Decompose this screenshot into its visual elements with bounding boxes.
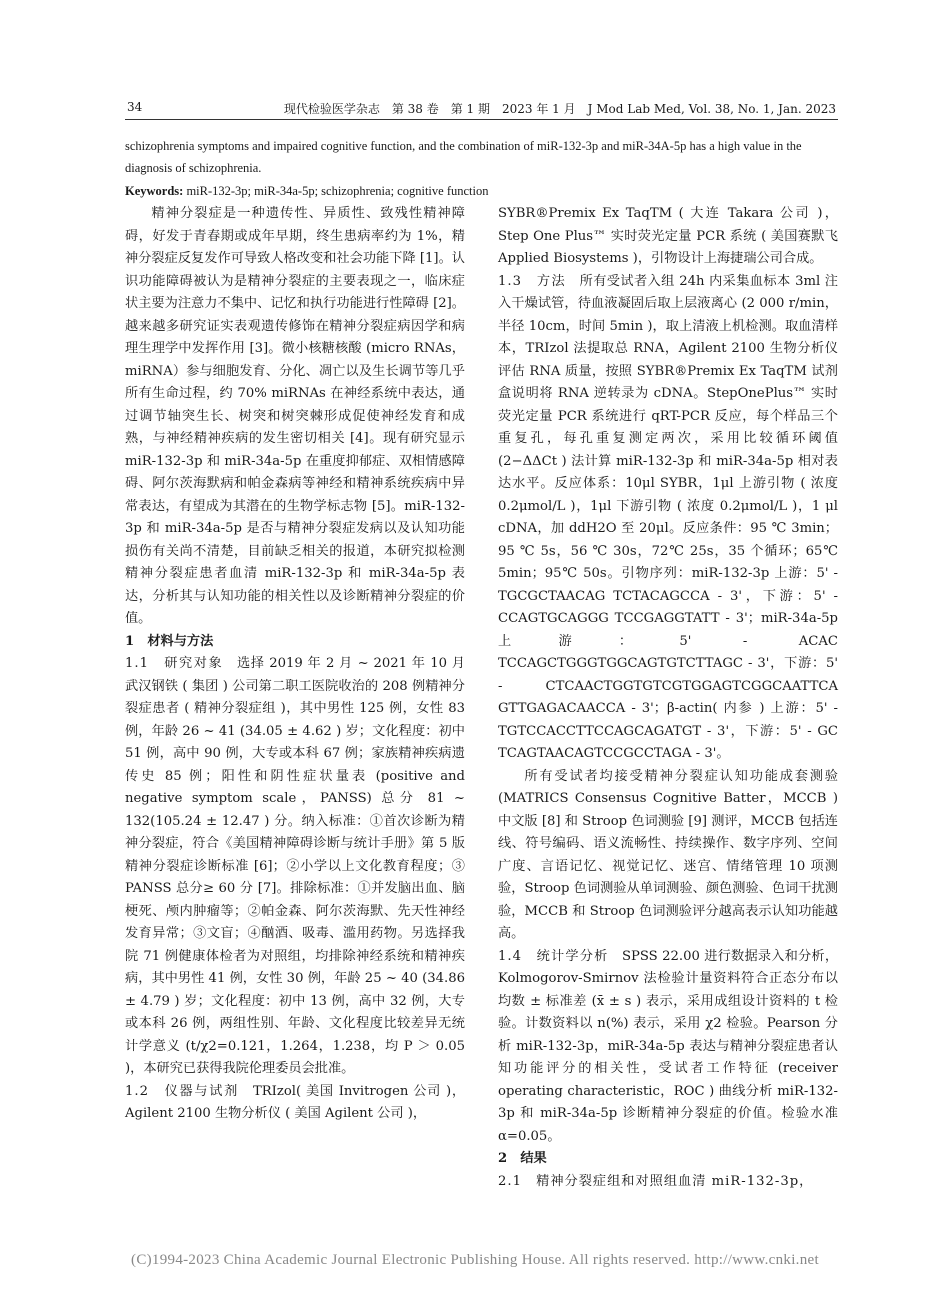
subsection-1-3-title: 1.3 方法 [498, 273, 567, 289]
keywords-text: miR-132-3p; miR-34a-5p; schizophrenia; cognitive function [186, 184, 489, 198]
keywords-label: Keywords: [125, 184, 184, 198]
left-column [125, 203, 465, 1126]
subsection-1-2-text: TRIzol( 美国 Invitrogen 公司 )，Agilent 2100 生物分析仪 ( 美国 Agilent 公司 )， [125, 1083, 466, 1121]
subsection-1-2-title: 1.2 仪器与试剂 [125, 1083, 240, 1099]
subsection-1-3-text: 所有受试者入组 24h 内采集血标本 3ml 注入干燥试管，待血液凝固后取上层液离心 (2 000 r/min，半径 10cm，时间 5min )，取上清液上机检测。取血清样本，TRIzol 法提取总 RNA，Agilent 2100 生物分析仪评估 RNA 质量，按照 SYBR®Premix Ex TaqTM 试剂盒说明将 RNA 逆转录为 cDNA。StepOnePlus™ 实时荧光定量 PCR 系统进行 qRT-PCR 反应，每个样品三个重复孔，每孔重复测定两次，采用比较循环阈值 (2−ΔΔCt ) 法计算 miR-132-3p 和 miR-34a-5p 相对表达水平。反应体系：10μl SYBR，1μl 上游引物 ( 浓度 0.2μmol/L )，1μl 下游引物 ( 浓度 0.2μmol/L )，1 μl cDNA，加 ddH2O 至 20μl。反应条件：95 ℃ 3min；95 ℃ 5s，56 ℃ 30s，72℃ 25s，35 个循环；65℃ 5min；95℃ 50s。引物序列：miR-132-3p 上游：5' - TGCGCTAACAG TCTACAGCCA - 3'，下游：5' - CCAGTGCAGGG TCCGAGGTATT - 3'；miR-34a-5p 上游：5' - ACAC TCCAGCTGGGTGGCAGTGTCTTAGC - 3'，下游：5' - CTCAACTGGTGTCGTGGAGTCGGCAATTCA GTTGAGACAACCA - 3'；β-actin( 内参 ) 上游：5' - TGTCCACCTTCCAGCAGATGT - 3'，下游：5' - GC TCAGTAACAGTCCGCCTAGA - 3'。 [498, 273, 838, 761]
right-column [498, 203, 838, 1193]
keywords [125, 181, 488, 201]
subsection-1-2 [125, 1081, 465, 1126]
subsection-1-4-text: SPSS 22.00 进行数据录入和分析，Kolmogorov-Smirnov 法检验计量资料符合正态分布以均数 ± 标准差 (x̄ ± s ) 表示，采用成组设计资料的 t 检验。计数资料以 n(%) 表示，采用 χ2 检验。Pearson 分析 miR-132-3p，miR-34a-5p 表达与精神分裂症患者认知功能评分的相关性，受试者工作特征 (receiver operating characteristic，ROC ) 曲线分析 miR-132-3p 和 miR-34a-5p 诊断精神分裂症的价值。检验水准 α=0.05。 [498, 948, 839, 1144]
subsection-1-3 [498, 271, 838, 766]
abstract-tail: schizophrenia symptoms and impaired cognitive function, and the combination of miR-132-3p and miR-34A-5p has a high value in the diagnosis of schizophrenia. [125, 139, 802, 175]
subsection-1-1-title: 1.1 研究对象 [125, 656, 224, 671]
page-number: 34 [127, 100, 143, 114]
subsection-1-2-cont: SYBR®Premix Ex TaqTM ( 大连 Takara 公司 )，Step One Plus™ 实时荧光定量 PCR 系统 ( 美国赛默飞 Applied Biosystems )，引物设计上海捷瑞公司合成。 [498, 206, 838, 266]
subsection-1-1-text: 选择 2019 年 2 月 ~ 2021 年 10 月武汉钢铁 ( 集团 ) 公司第二职工医院收治的 208 例精神分裂症患者 ( 精神分裂症组 )，其中男性 125 例，女性 83 例，年龄 26 ~ 41 (34.05 ± 4.62 ) 岁；文化程度：初中 51 例，高中 90 例，大专或本科 67 例；家族精神疾病遗传史 85 例；阳性和阴性症状量表 (positive and negative symptom scale，PANSS) 总分 81 ~ 132(105.24 ± 12.47 ) 分。纳入标准：①首次诊断为精神分裂症，符合《美国精神障碍诊断与统计手册》第 5 版精神分裂症诊断标准 [6]；②小学以上文化教育程度；③ PANSS 总分≥ 60 分 [7]。排除标准：①并发脑出血、脑梗死、颅内肿瘤等；②帕金森、阿尔茨海默、先天性神经发育异常；③文盲；④酗酒、吸毒、滥用药物。另选择我院 71 例健康体检者为对照组，均排除神经系统和精神疾病，其中男性 41 例，女性 30 例，年龄 25 ~ 40 (34.86 ± 4.79 ) 岁；文化程度：初中 13 例，高中 32 例，大专或本科 26 例，两组性别、年龄、文化程度比较差异无统计学意义 (t/χ2=0.121，1.264，1.238，均 P ＞ 0.05 )，本研究已获得我院伦理委员会批准。 [125, 656, 465, 1076]
section-2-title: 2 结果 [498, 1151, 547, 1166]
running-header: 现代检验医学杂志 第 38 卷 第 1 期 2023 年 1 月 J Mod Lab Med, Vol. 38, No. 1, Jan. 2023 [283, 102, 836, 116]
intro-paragraph: 精神分裂症是一种遗传性、异质性、致残性精神障碍，好发于青春期或成年早期，终生患病率约为 1%，精神分裂症反复发作可导致人格改变和社会功能下降 [1]。认识功能障碍被认为是精神分裂症的主要表现之一，临床症状主要为注意力不集中、记忆和执行功能进行性障碍 [2]。越来越多研究证实表观遗传修饰在精神分裂症病因学和病理生理学中发挥作用 [3]。微小核糖核酸 (micro RNAs，miRNA）参与细胞发育、分化、凋亡以及生长调节等几乎所有生命过程，约 70% miRNAs 在神经系统中表达，通过调节轴突生长、树突和树突棘形成促使神经发育和成熟，与神经精神疾病的发生密切相关 [4]。现有研究显示 miR-132-3p 和 miR-34a-5p 在重度抑郁症、双相情感障碍、阿尔茨海默病和帕金森病等神经和精神系统疾病中异常表达，有望成为其潜在的生物学标志物 [5]。miR-132-3p 和 miR-34a-5p 是否与精神分裂症发病以及认知功能损伤有关尚不清楚，目前缺乏相关的报道，本研究拟检测精神分裂症患者血清 miR-132-3p 和 miR-34a-5p 表达，分析其与认知功能的相关性以及诊断精神分裂症的价值。 [125, 206, 465, 626]
copyright-footer: (C)1994-2023 China Academic Journal Electronic Publishing House. All rights reserved. http://www.cnki.net [131, 1252, 819, 1268]
mccb-paragraph: 所有受试者均接受精神分裂症认知功能成套测验 (MATRICS Consensus Cognitive Batter，MCCB ) 中文版 [8] 和 Stroop 色词测验 [9] 测评，MCCB 包括连线、符号编码、语义流畅性、持续操作、数字序列、空间广度、言语记忆、视觉记忆、迷宫、情绪管理 10 项测验，Stroop 色词测验从单词测验、颜色测验、色词干扰测验，MCCB 和 Stroop 色词测验评分越高表示认知功能越高。 [498, 768, 838, 941]
header-rule [125, 119, 838, 120]
section-1-title: 1 材料与方法 [125, 633, 214, 649]
subsection-2-1-title: 2.1 精神分裂症组和对照组血清 miR-132-3p， [498, 1173, 814, 1189]
subsection-1-4 [498, 946, 838, 1149]
subsection-1-4-title: 1.4 统计学分析 [498, 948, 609, 964]
subsection-1-1 [125, 653, 465, 1081]
